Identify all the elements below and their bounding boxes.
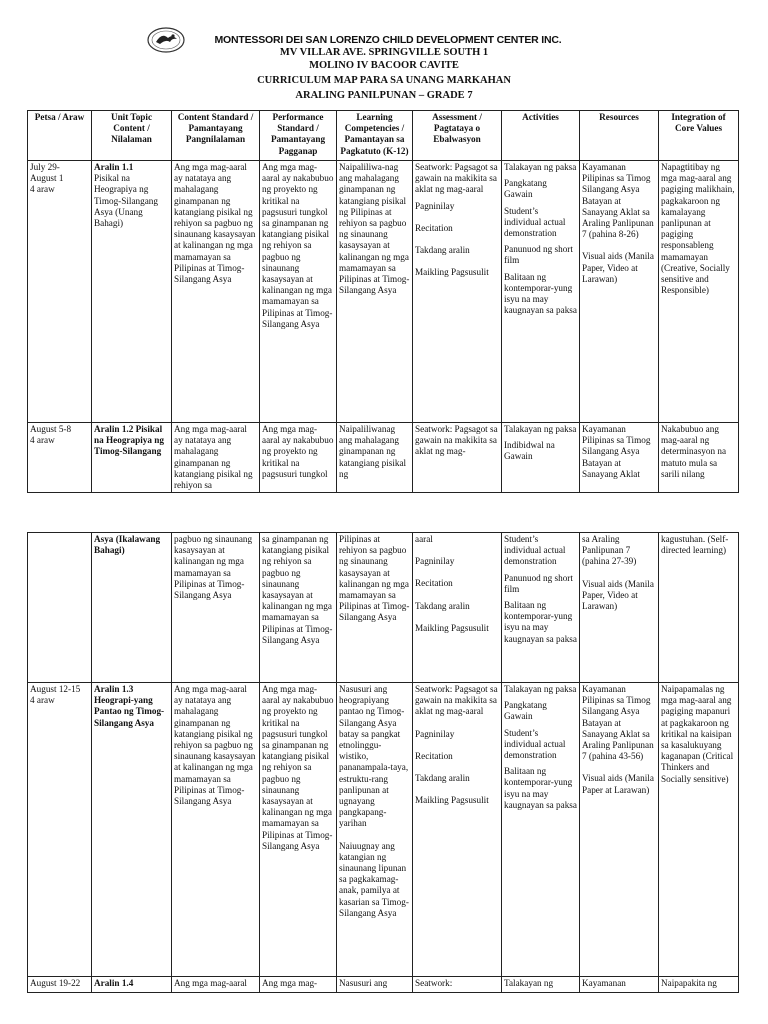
table-row [28,161,739,423]
duration-text: 4 araw [30,435,55,446]
content-standard-cell: Ang mga mag-aaral ay natataya ang mahalagang ginampanan ng katangiang pisikal ng rehiyon sa pagbuo ng sinaunang kasaysayan at kalinangan ng mga mamamayan sa Pilipinas at Timog-Silangang Asya [172,161,260,423]
content-standard-cell: Ang mga mag-aaral ay natataya ang mahalagang ginampanan ng katangiang pisikal ng rehiyon sa [172,423,260,493]
lesson-number: Aralin 1.1 [94,162,134,172]
column-header: Activities [502,111,580,161]
topic-cell [92,161,172,423]
activity-item: Pangkatang Gawain [504,178,547,200]
core-values-cell: kagustuhan. (Self-directed learning) [659,533,739,683]
performance-standard-cell: Ang mga mag-aaral ay nakabubuo ng proyekto ng kritikal na pagsusuri tungkol [260,423,337,493]
assessment-item: Recitation [415,578,453,589]
competency-cell [337,683,413,977]
resource-item: Kayamanan Pilipinas sa Timog Silangang Asya Batayan at Sanayang Aklat sa Araling Panlipunan 7 (pahina 8-26) [582,162,654,240]
table-row [28,683,739,977]
resource-item: Kayamanan Pilipinas sa Timog Silangang Asya Batayan at Sanayang Aklat sa Araling Panlipunan 7 (pahina 43-56) [582,684,654,762]
activity-item: Balitaan ng kontemporar-yung isyu na may kaugnayan sa paksa [504,271,577,316]
lesson-topic: Pisikal na Heograpiya ng Timog-Silangang Asya (Unang Bahagi) [94,173,158,229]
competency-cell: Pilipinas at rehiyon sa pagbuo ng sinaunang kasaysayan at kalinangan ng mga mamamayan sa Pilipinas at Timog-Silangang Asya [337,533,413,683]
lesson-title: Asya (Ikalawang Bahagi) [94,534,161,556]
performance-standard-cell: Ang mga mag-aaral ay nakabubuo ng proyekto ng kritikal na pagsusuri tungkol sa ginampanan ng katangiang pisikal ng rehiyon sa pagbuo ng sinaunang kasaysayan at kalinangan ng mga mamamayan sa Pilipinas at Timog-Silangang Asya [260,161,337,423]
activity-item: Talakayan ng paksa [504,162,577,172]
content-standard-cell: pagbuo ng sinaunang kasaysayan at kalinangan ng mga mamamayan sa Pilipinas at Timog-Silangang Asya [172,533,260,683]
duration-text: 4 araw [30,184,55,195]
column-header: Performance Standard / Pamantayang Pagganap [260,111,337,161]
performance-standard-cell: sa ginampanan ng katangiang pisikal ng rehiyon sa pagbuo ng sinaunang kasaysayan at kalinangan ng mga mamamayan sa Pilipinas at Timog-Silangang Asya [260,533,337,683]
topic-cell [92,423,172,493]
assessment-item: Seatwork: [415,978,453,988]
performance-standard-cell: Ang mga mag- [260,977,337,993]
topic-cell [92,977,172,993]
activities-cell [502,977,580,993]
assessment-cell [413,977,502,993]
assessment-item: Seatwork: Pagsagot sa gawain na makikita sa aklat ng mag- [415,424,498,457]
lesson-title: Aralin 1.4 [94,978,134,988]
resources-cell [580,533,659,683]
column-header: Petsa / Araw [28,111,92,161]
column-header: Learning Competencies / Pamantayan sa Pagkatuto (K-12) [337,111,413,161]
assessment-item: Recitation [415,222,453,233]
assessment-item: Pagninilay [415,556,455,567]
assessment-cell [413,161,502,423]
assessment-cell [413,683,502,977]
competency-cell: Naipaliliwa-nag ang mahalagang ginampanan ng katangiang pisikal ng Pilipinas at rehiyon sa pagbuo ng sinaunang kasaysayan at kalinangan ng mga mamamayan sa Pilipinas at Timog-Silangang Asya [337,161,413,423]
resources-cell [580,977,659,993]
date-cell [28,423,92,493]
resources-cell [580,423,659,493]
subject-title: ARALING PANILPUNAN – GRADE 7 [295,90,473,101]
assessment-item: Seatwork: Pagsagot sa gawain na makikita sa aklat ng mag-aaral [415,162,498,195]
lesson-title: Aralin 1.2 Pisikal na Heograpiya ng Timog-Silangang [94,424,164,457]
core-values-cell: Napagtitibay ng mga mag-aaral ang pagiging malikhain, pagkakaroon ng kamalayang panlipunan at pagiging responsableng mamamayan (Creative, Socially sensitive and Responsible) [659,161,739,423]
resources-cell [580,683,659,977]
activity-item: Student’s individual actual demonstration [504,205,566,239]
activities-cell [502,683,580,977]
core-values-cell: Nakabubuo ang mag-aaral ng determinasyon na matuto mula sa sarili nilang [659,423,739,493]
activity-item: Talakayan ng paksa [504,424,577,434]
column-header: Resources [580,111,659,161]
resource-item: Kayamanan [582,978,626,988]
curriculum-table-page-1 [27,110,739,493]
assessment-item: Pagninilay [415,200,455,211]
assessment-item: Recitation [415,750,453,761]
column-header: Unit Topic Content / Nilalaman [92,111,172,161]
topic-cell [92,533,172,683]
table-header-row [28,111,739,161]
activity-item: Talakayan ng [504,978,554,988]
activity-item: Balitaan ng kontemporar-yung isyu na may kaugnayan sa paksa [504,600,577,644]
competency-cell: Nasusuri ang [337,977,413,993]
column-header: Assessment / Pagtataya o Ebalwasyon [413,111,502,161]
curriculum-table-page-2 [27,532,739,993]
activity-item: Indibidwal na Gawain [504,440,555,462]
table-row [28,423,739,493]
date-text: August 5-8 [30,424,72,434]
table-row [28,977,739,993]
resource-item: Kayamanan Pilipinas sa Timog Silangang Asya Batayan at Sanayang Aklat [582,424,651,479]
resources-cell [580,161,659,423]
activity-item: Panunuod ng short film [504,572,573,594]
competency-cell: Naipaliliwanag ang mahalagang ginampanan ng katangiang pisikal ng [337,423,413,493]
date-text: August 12-15 [30,684,81,694]
date-text: August 1 [30,173,64,184]
date-cell [28,683,92,977]
assessment-item: aaral [415,534,433,544]
table-row [28,533,739,683]
date-text: July 29- [30,162,60,172]
assessment-item: Seatwork: Pagsagot sa gawain na makikita sa aklat ng mag-aaral [415,684,498,717]
activities-cell [502,423,580,493]
document-title: CURRICULUM MAP PARA SA UNANG MARKAHAN [257,75,511,86]
activity-item: Talakayan ng paksa [504,684,577,694]
activity-item: Panunuod ng short film [504,244,573,266]
activities-cell [502,533,580,683]
activity-item: Pangkatang Gawain [504,700,547,722]
column-header: Content Standard / Pamantayang Pangnilalaman [172,111,260,161]
date-cell [28,977,92,993]
column-header: Integration of Core Values [659,111,739,161]
core-values-cell: Naipapakita ng [659,977,739,993]
assessment-cell [413,423,502,493]
lesson-title: Aralin 1.3 Heograpi-yang Pantao ng Timog-Silangang Asya [94,684,165,728]
address-line-1: MV VILLAR AVE. SPRINGVILLE SOUTH 1 [279,47,489,58]
activities-cell [502,161,580,423]
school-name: MONTESSORI DEI SAN LORENZO CHILD DEVELOPMENT CENTER INC. [214,34,562,46]
resource-item: Visual aids (Manila Paper, Video at Larawan) [582,251,654,284]
activity-item: Student’s individual actual demonstration [504,727,566,761]
assessment-item: Maikling Pagsusulit [415,267,489,278]
date-text: August 19-22 [30,978,81,988]
date-cell [28,161,92,423]
assessment-item: Maikling Pagsusulit [415,795,489,806]
assessment-cell [413,533,502,683]
date-cell [28,533,92,683]
assessment-item: Maikling Pagsusulit [415,622,489,633]
duration-text: 4 araw [30,695,55,706]
performance-standard-cell: Ang mga mag-aaral ay nakabubuo ng proyekto ng kritikal na pagsusuri tungkol sa ginampanan ng katangiang pisikal ng rehiyon sa pagbuo ng sinaunang kasaysayan at kalinangan ng mga mamamayan sa Pilipinas at Timog-Silangang Asya [260,683,337,977]
resource-item: Visual aids (Manila Paper at Larawan) [582,773,654,795]
activity-item: Balitaan ng kontemporar-yung isyu na may kaugnayan sa paksa [504,766,577,810]
resource-item: Visual aids (Manila Paper, Video at Larawan) [582,578,654,612]
assessment-item: Takdang aralin [415,245,470,256]
competency-item: Nasusuri ang heograpiyang pantao ng Timog-Silangang Asya batay sa pangkat etnolinggu-wistiko, pananampala-taya, estruktu-rang panlipunan at ugnayang pangkapang-yarihan [339,684,409,829]
content-standard-cell: Ang mga mag-aaral ay natataya ang mahalagang ginampanan ng katangiang pisikal ng rehiyon sa pagbuo ng sinaunang kasaysayan at kalinangan ng mga mamamayan sa Pilipinas at Timog-Silangang Asya [172,683,260,977]
core-values-cell: Naipapamalas ng mga mag-aaral ang pagiging mapanuri at pagkakaroon ng kritikal na kaisipan sa kasalukuyang kaganapan (Critical Thinkers and Socially sensitive) [659,683,739,977]
document-header [0,0,768,110]
assessment-item: Takdang aralin [415,600,470,611]
resource-item: sa Araling Panlipunan 7 (pahina 27-39) [582,534,637,567]
content-standard-cell: Ang mga mag-aaral [172,977,260,993]
address-line-2: MOLINO IV BACOOR CAVITE [309,60,459,71]
assessment-item: Takdang aralin [415,773,470,784]
assessment-item: Pagninilay [415,728,455,739]
activity-item: Student’s individual actual demonstration [504,534,566,567]
competency-item: Naiuugnay ang katangian ng sinaunang lipunan sa pagkakamag-anak, pamilya at kasarian sa Timog-Silangang Asya [339,840,409,918]
topic-cell [92,683,172,977]
